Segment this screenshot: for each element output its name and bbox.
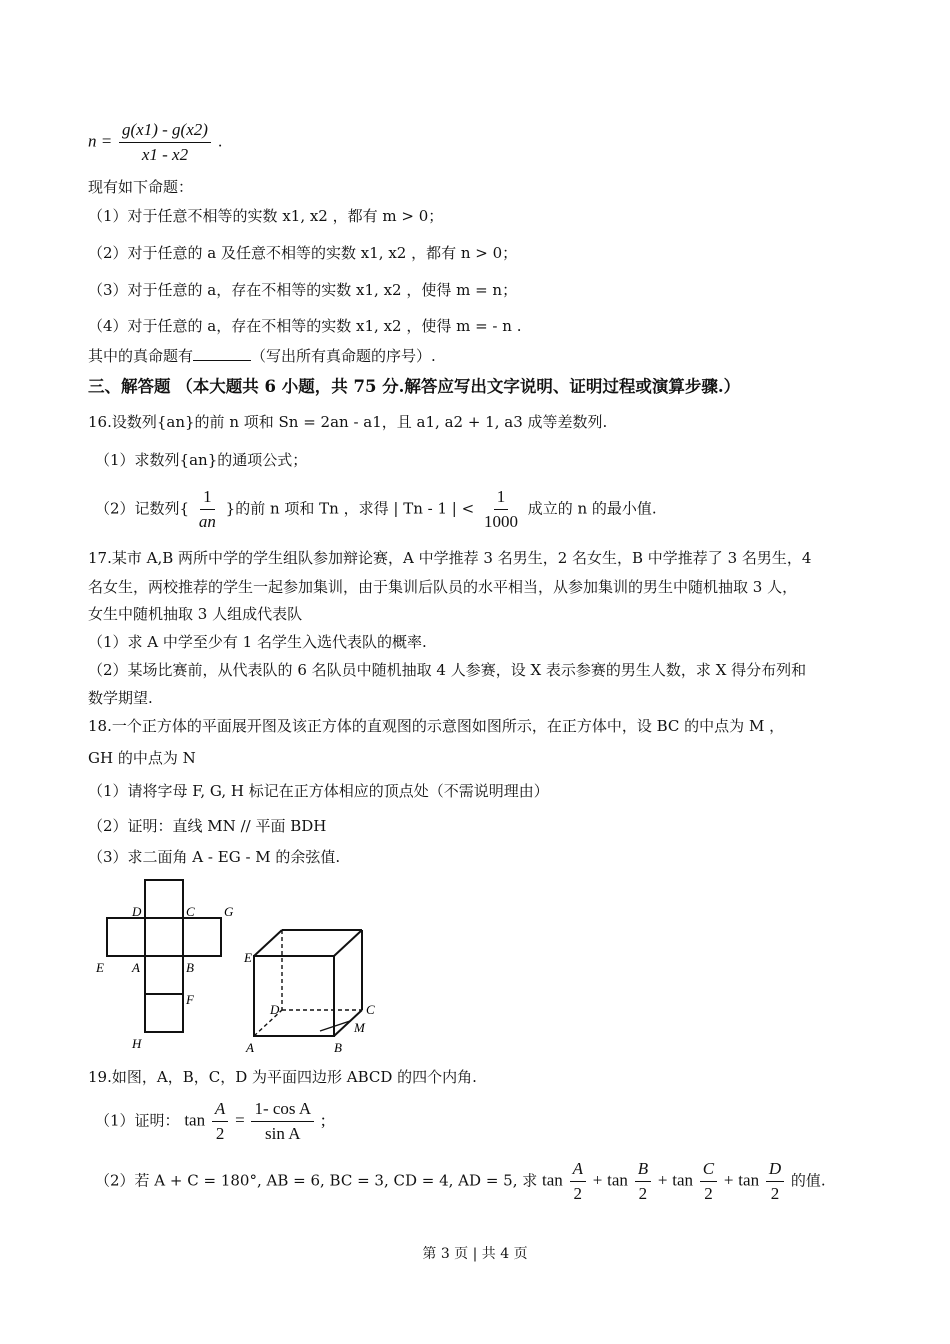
cube-label-M: M [354,1020,365,1035]
q19-p2-num-B: B [635,1157,651,1182]
plus-sign: + [657,1170,668,1190]
intro-formula [88,118,222,167]
fill-question [88,345,436,367]
net-label-H: H [132,1036,142,1051]
q19-p2-frac-C [700,1157,717,1206]
q16-stem: 16.设数列{an}的前 n 项和 Sn = 2an - a1，且 a1, a2 + 1, a3 成等差数列. [88,413,608,431]
n-lhs: n = [88,131,113,151]
q19-p1-half-den: 2 [215,1124,225,1143]
plus-sign: + [592,1170,603,1190]
intro-fraction [119,118,211,167]
net-label-D: D [132,904,142,919]
fill-question-before: 其中的真命题有 [88,347,194,365]
q19-p1-half-num: A [212,1097,228,1122]
q19-p1-label: （1）证明： [95,1111,180,1130]
q17-line1: 17.某市 A,B 两所中学的学生组队参加辩论赛，A 中学推荐 3 名男生，2 名女生，B 中学推荐了 3 名男生，4 [88,549,812,567]
cube-label-A: A [246,1040,254,1055]
net-label-E: E [96,960,104,975]
q16-part1: （1）求数列{an}的通项公式； [95,451,308,469]
net-label-B: B [186,960,194,975]
q19-p1-end: ; [320,1110,326,1130]
q18-line2: GH 的中点为 N [88,749,196,767]
fill-question-after: （写出所有真命题的序号）. [251,347,436,365]
q19-p2-num-A: A [570,1157,586,1182]
q19-p1-half [212,1097,228,1146]
net-label-C: C [186,904,195,919]
q19-p2-tan-3: tan [672,1170,694,1190]
q19-p1-ratio-num: 1- cos A [251,1097,314,1122]
q19-part1 [95,1097,326,1146]
proposition-3: （3）对于任意的 a，存在不相等的实数 x1, x2 ，使得 m = n； [88,281,518,299]
net-label-F: F [186,992,194,1007]
q17-part2b: 数学期望. [88,689,153,707]
cube-label-D: D [270,1002,280,1017]
plus-sign: + [723,1170,734,1190]
q16-part2-c: 成立的 n 的最小值. [527,499,657,518]
q18-part2: （2）证明：直线 MN // 平面 BDH [88,817,327,835]
intro-text: 现有如下命题： [88,178,194,196]
proposition-4: （4）对于任意的 a，存在不相等的实数 x1, x2 ，使得 m = - n . [88,317,522,335]
q16-frac1-den: an [198,512,216,531]
q19-p1-ratio-den: sin A [265,1124,301,1143]
q19-p2-frac-A [570,1157,586,1206]
q16-frac2-num: 1 [494,485,509,510]
q16-part2 [95,485,657,534]
q18-part3: （3）求二面角 A - EG - M 的余弦值. [88,848,341,866]
cube-label-C: C [366,1002,375,1017]
q16-frac2-den: 1000 [483,512,518,531]
q19-p2-label: （2）若 A + C = 180°, AB = 6, BC = 3, CD = 4, AD = 5, 求 [95,1171,538,1190]
q19-p2-frac-D [766,1157,784,1206]
q19-p1-tan: tan [184,1110,206,1130]
q18-line1: 18.一个正方体的平面展开图及该正方体的直观图的示意图如图所示，在正方体中，设 BC 的中点为 M ， [88,717,785,735]
q19-p2-tan-1: tan [542,1170,563,1190]
intro-end: . [217,132,223,151]
cube-net [107,880,221,1032]
q19-p2-num-C: C [700,1157,717,1182]
answer-blank[interactable] [193,346,251,361]
q19-p2-den-C: 2 [704,1184,713,1203]
q17-line2: 名女生，两校推荐的学生一起参加集训，由于集训后队员的水平相当，从参加集训的男生中随机抽取 3 人， [88,578,798,596]
q17-part2a: （2）某场比赛前，从代表队的 6 名队员中随机抽取 4 人参赛，设 X 表示参赛的男生人数，求 X 得分布列和 [88,661,807,679]
page-footer: 第 3 页 | 共 4 页 [422,1246,528,1262]
q19-p2-frac-B [635,1157,651,1206]
net-label-G: G [224,904,234,919]
q17-line3: 女生中随机抽取 3 人组成代表队 [88,605,303,623]
cube-label-B: B [334,1040,342,1055]
q19-stem: 19.如图，A，B，C，D 为平面四边形 ABCD 的四个内角. [88,1068,477,1086]
proposition-1: （1）对于任意不相等的实数 x1, x2 ，都有 m > 0； [88,207,444,225]
q16-part2-b: }的前 n 项和 Tn ，求得 | Tn - 1 | < [225,499,475,518]
q17-part1: （1）求 A 中学至少有 1 名学生入选代表队的概率. [88,633,427,651]
cube-label-E: E [244,950,252,965]
q16-fraction-2 [481,485,521,534]
intro-numerator: g(x1) - g(x2) [119,118,211,143]
q19-p2-tan-4: tan [738,1170,760,1190]
q19-p1-ratio [251,1097,314,1146]
q16-frac1-num: 1 [200,485,215,510]
q19-p2-den-D: 2 [770,1184,780,1203]
cube-figure [92,876,402,1061]
net-label-A: A [132,960,140,975]
q19-p1-eq: = [235,1110,245,1130]
section-heading: 三、解答题 （本大题共 6 小题，共 75 分.解答应写出文字说明、证明过程或演算步骤.） [88,377,741,396]
q16-part2-a: （2）记数列{ [95,499,190,518]
q19-p2-den-A: 2 [573,1184,583,1203]
q19-p2-end: 的值. [790,1171,826,1190]
proposition-2: （2）对于任意的 a 及任意不相等的实数 x1, x2 ，都有 n > 0； [88,244,518,262]
q19-p2-num-D: D [766,1157,784,1182]
q19-p2-den-B: 2 [638,1184,648,1203]
q19-p2-tan-2: tan [607,1170,628,1190]
q19-part2 [95,1157,826,1206]
q16-fraction-1 [196,485,219,534]
intro-denominator: x1 - x2 [141,145,189,164]
q18-part1: （1）请将字母 F, G, H 标记在正方体相应的顶点处（不需说明理由） [88,782,549,800]
